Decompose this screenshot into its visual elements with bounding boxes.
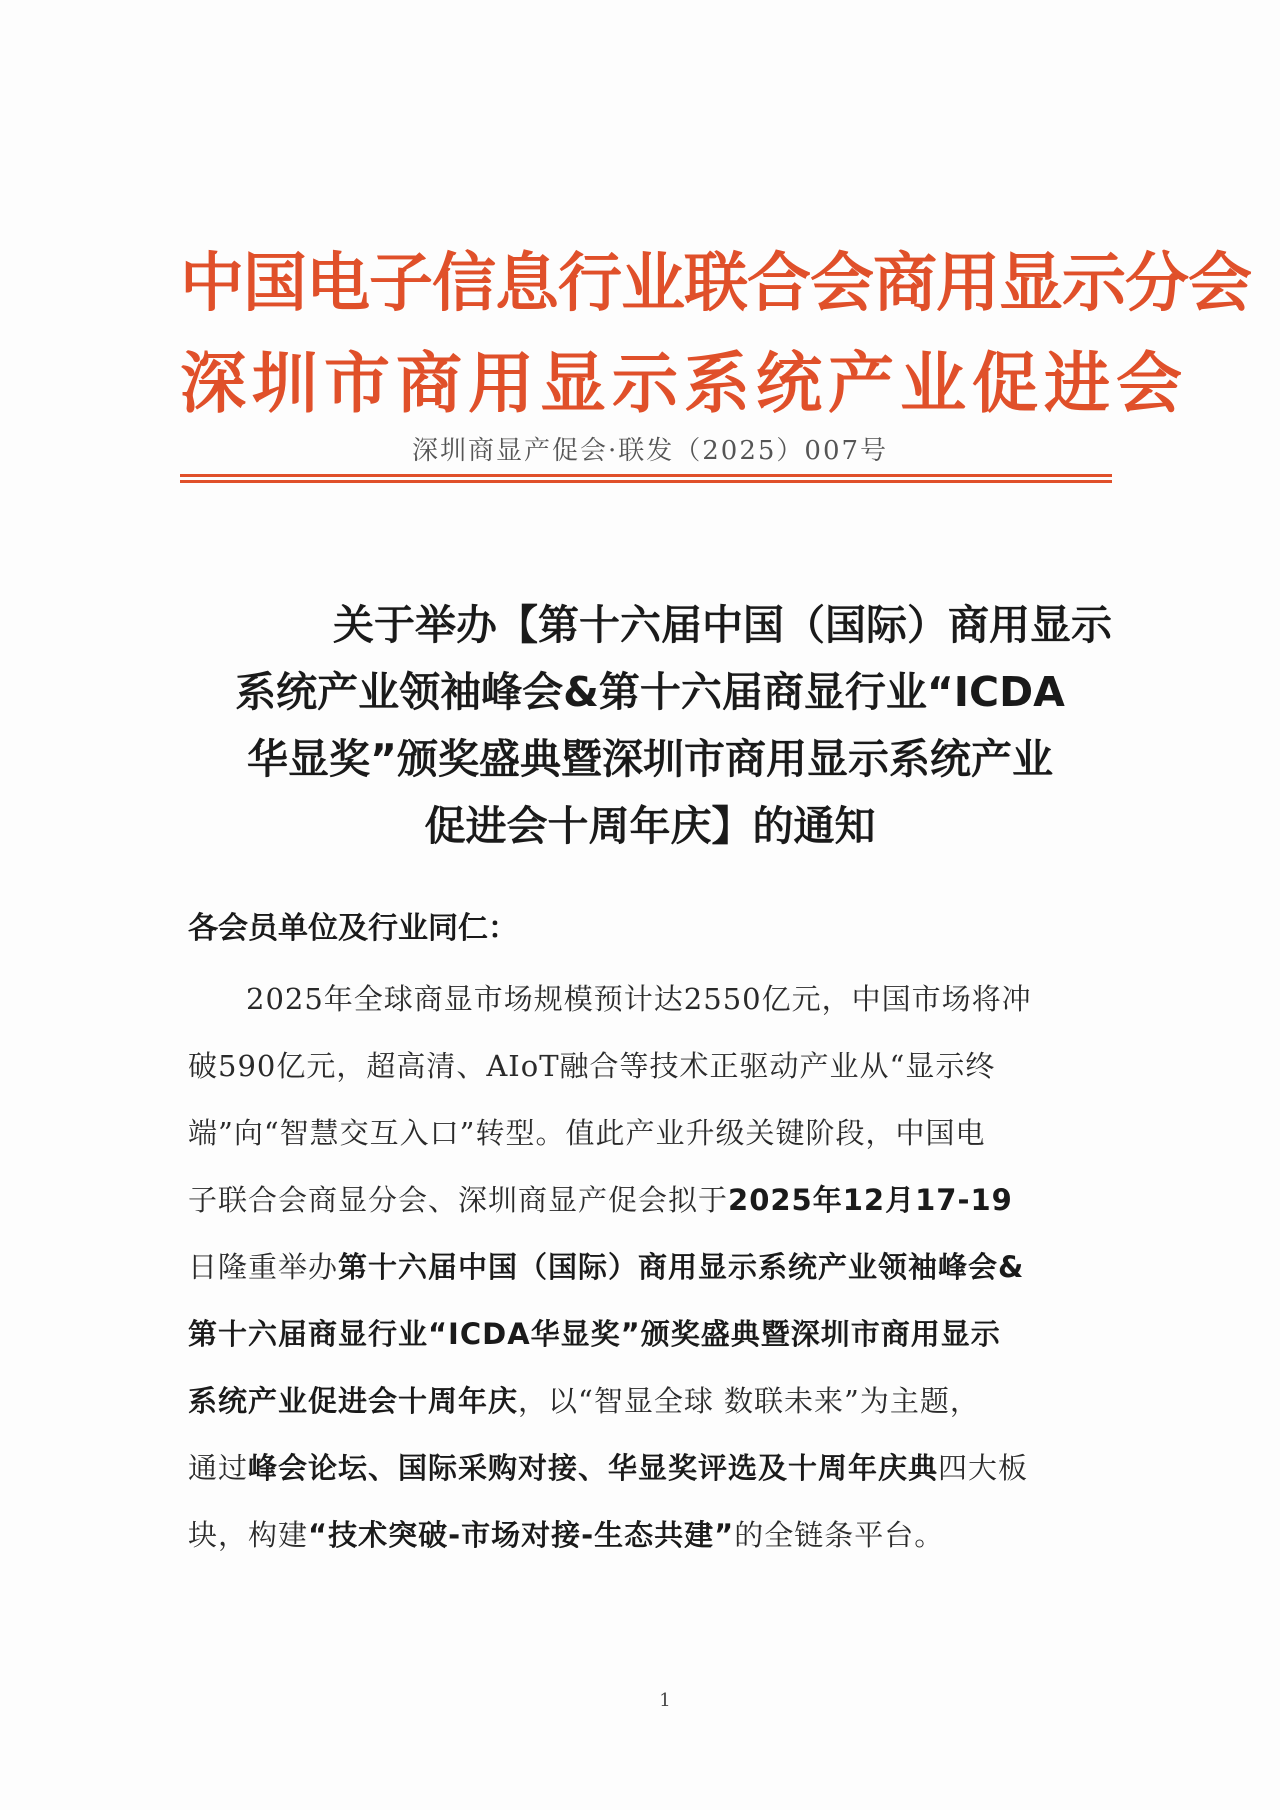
page-number: 1 [659,1690,671,1711]
event-date: 2025年12月17-19 [728,1183,1013,1217]
org-name-line-2: 深圳市商用显示系统产业促进会 [180,345,1188,422]
body-line [188,1368,1132,1435]
notice-title-line: 促进会十周年庆】的通知 [424,802,876,850]
body-line [188,1502,1132,1569]
notice-title-line: 关于举办【第十六届中国（国际）商用显示 [333,601,1112,649]
event-name-bold: 第十六届中国（国际）商用显示系统产业领袖峰会& [338,1250,1025,1284]
salutation: 各会员单位及行业同仁： [188,911,518,946]
body-line [188,1435,1132,1502]
document-number: 深圳商显产促会·联发（2025）007号 [411,436,889,466]
body-text-segment: 四大板 [938,1451,1029,1485]
body-line [188,1234,1132,1301]
platform-slogan-bold: “技术突破-市场对接-生态共建” [308,1518,735,1552]
event-sections-bold: 峰会论坛、国际采购对接、华显奖评选及十周年庆典 [248,1451,939,1485]
body-text-segment: 通过 [188,1451,249,1485]
notice-title [180,592,1120,860]
body-paragraph [188,966,1132,1569]
body-line: 2025年全球商显市场规模预计达2550亿元，中国市场将冲 [246,982,1032,1016]
body-text-segment: 子联合会商显分会、深圳商显产促会拟于 [188,1183,729,1217]
red-divider-rule [180,474,1112,483]
body-line: 第十六届商显行业“ICDA华显奖”颁奖盛典暨深圳市商用显示 [188,1317,1001,1351]
body-text-segment: 的全链条平台。 [734,1518,945,1552]
body-line: 端”向“智慧交互入口”转型。值此产业升级关键阶段，中国电 [188,1116,986,1150]
body-line: 破590亿元，超高清、AIoT融合等技术正驱动产业从“显示终 [188,1049,996,1083]
event-name-bold: 系统产业促进会十周年庆 [188,1384,519,1418]
notice-title-line: 华显奖”颁奖盛典暨深圳市商用显示系统产业 [247,735,1053,783]
org-name-line-1: 中国电子信息行业联合会商用显示分会 [180,247,1251,321]
body-line [188,1167,1132,1234]
body-text-segment: 日隆重举办 [188,1250,339,1284]
notice-title-line: 系统产业领袖峰会&第十六届商显行业“ICDA [235,668,1065,716]
body-text-segment: ，以“智显全球 数联未来”为主题， [518,1384,980,1418]
body-text-segment: 块，构建 [188,1518,309,1552]
